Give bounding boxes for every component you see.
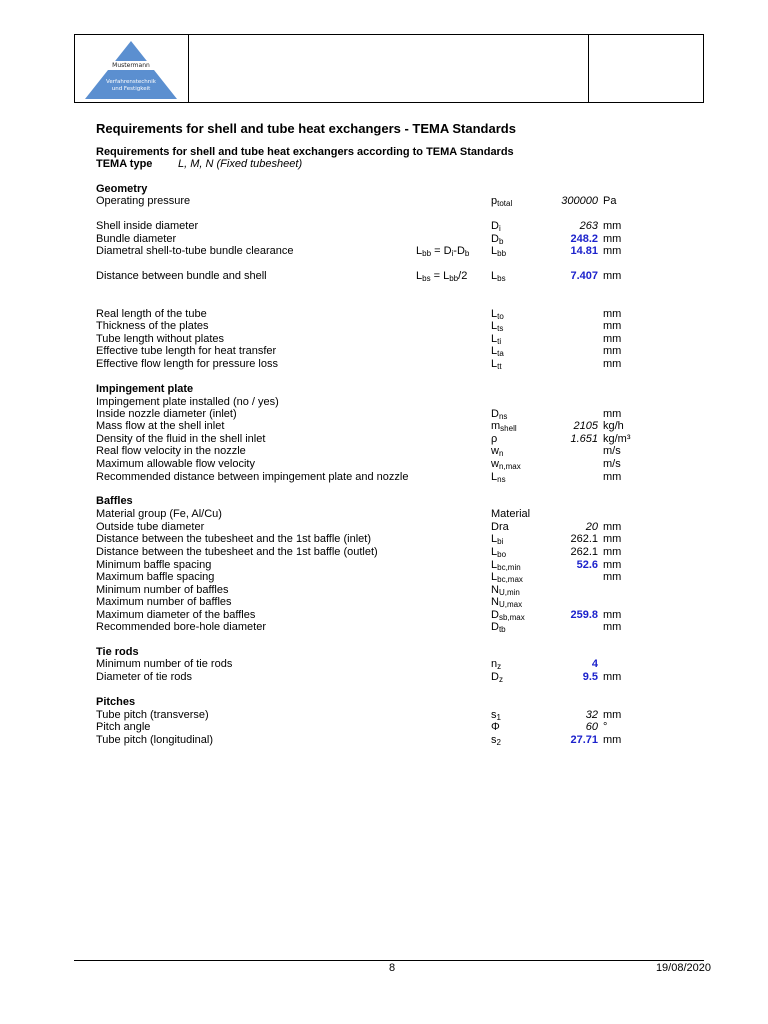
row-symbol: Material <box>491 508 531 520</box>
row-value: 300000 <box>561 195 598 207</box>
row-symbol: $L_{bo}$ <box>491 546 507 559</box>
header-info-cell <box>589 35 703 102</box>
row-unit: mm <box>603 333 622 345</box>
row-symbol: $L_{bc,max}$ <box>491 571 523 584</box>
row-symbol: $L_{bb}$ <box>491 245 507 258</box>
footer-date: 19/08/2020 <box>655 962 711 974</box>
row-operating-pressure <box>0 195 768 208</box>
row-unit: kg/h <box>603 420 624 432</box>
row-effective-flow-length <box>0 358 768 371</box>
row-label: Diameter of tie rods <box>96 671 192 683</box>
row-bundle-shell-distance <box>0 270 768 283</box>
row-unit: m/s <box>603 445 621 457</box>
row-label: Maximum allowable flow velocity <box>96 458 255 470</box>
row-symbol: $n_z$ <box>491 658 502 671</box>
row-label: Material group (Fe, Al/Cu) <box>96 508 222 520</box>
row-label: Diametral shell-to-tube bundle clearance <box>96 245 294 257</box>
row-value: 7.407 <box>570 270 598 282</box>
document-header <box>74 34 704 103</box>
row-unit: mm <box>603 671 622 683</box>
row-unit: mm <box>603 220 622 232</box>
row-symbol: $L_{ta}$ <box>491 345 504 358</box>
row-value: 9.5 <box>582 671 598 683</box>
row-value: 32 <box>585 709 598 721</box>
row-baffle-distance-outlet <box>0 546 768 559</box>
row-label: Recommended bore-hole diameter <box>96 621 266 633</box>
row-symbol: $p_{total}$ <box>491 195 513 208</box>
row-diametral-clearance <box>0 245 768 258</box>
row-symbol: $m_{shell}$ <box>491 420 517 433</box>
row-mass-flow <box>0 420 768 433</box>
row-value: 4 <box>591 658 598 670</box>
row-baffle-distance-inlet <box>0 533 768 546</box>
row-label: Effective flow length for pressure loss <box>96 358 278 370</box>
row-label: Impingement plate installed (no / yes) <box>96 396 279 408</box>
row-max-baffle-spacing <box>0 571 768 584</box>
row-value: 259.8 <box>570 609 598 621</box>
row-label: Recommended distance between impingement plate and nozzle <box>96 471 409 483</box>
tema-type-value: L, M, N (Fixed tubesheet) <box>178 158 303 170</box>
row-symbol: Φ <box>491 721 500 733</box>
row-max-baffles <box>0 596 768 609</box>
row-label: Thickness of the plates <box>96 320 209 332</box>
row-label: Outside tube diameter <box>96 521 205 533</box>
row-symbol: $D_{sb,max}$ <box>491 609 525 622</box>
row-label: Distance between the tubesheet and the 1st baffle (inlet) <box>96 533 371 545</box>
row-effective-tube-length <box>0 345 768 358</box>
row-unit: mm <box>603 245 622 257</box>
row-value: 248.2 <box>570 233 598 245</box>
row-value: 52.6 <box>576 559 598 571</box>
row-symbol: $w_{n,max}$ <box>491 458 521 471</box>
footer-divider <box>74 960 704 961</box>
row-symbol: $D_b$ <box>491 233 504 246</box>
logo-tagline-1: Verfahrenstechnik <box>106 79 156 85</box>
row-label: Minimum number of tie rods <box>96 658 233 670</box>
row-unit: mm <box>603 345 622 357</box>
row-value: 1.651 <box>570 433 598 445</box>
row-label: Tube pitch (longitudinal) <box>96 734 213 746</box>
row-symbol: $D_z$ <box>491 671 503 684</box>
row-unit: m/s <box>603 458 621 470</box>
document-title: Requirements for shell and tube heat exchangers - TEMA Standards <box>96 121 516 136</box>
row-label: Maximum baffle spacing <box>96 571 215 583</box>
row-unit: kg/m³ <box>603 433 631 445</box>
row-symbol: $L_{bs}$ <box>491 270 506 283</box>
row-label: Minimum number of baffles <box>96 584 229 596</box>
row-label: Operating pressure <box>96 195 191 207</box>
row-symbol: ρ <box>491 433 498 445</box>
row-material-group <box>0 508 768 521</box>
section-tie-rods: Tie rods <box>96 646 139 658</box>
row-nozzle-flow-velocity <box>0 445 768 458</box>
row-value: 14.81 <box>570 245 598 257</box>
row-unit: mm <box>603 521 622 533</box>
row-symbol: $L_{bi}$ <box>491 533 504 546</box>
row-unit: mm <box>603 408 622 420</box>
row-label: Pitch angle <box>96 721 151 733</box>
row-symbol: $L_{ns}$ <box>491 471 506 484</box>
row-bore-hole-diameter <box>0 621 768 634</box>
section-geometry: Geometry <box>96 183 148 195</box>
row-unit: mm <box>603 270 622 282</box>
row-label: Distance between bundle and shell <box>96 270 267 282</box>
row-unit: mm <box>603 533 622 545</box>
row-label: Distance between the tubesheet and the 1st baffle (outlet) <box>96 546 378 558</box>
header-title-cell <box>189 35 589 102</box>
row-symbol: $w_n$ <box>491 445 504 458</box>
row-symbol: $L_{bc,min}$ <box>491 559 521 572</box>
row-unit: mm <box>603 734 622 746</box>
row-unit: mm <box>603 320 622 332</box>
logo-tagline-2: und Festigkeit <box>111 86 151 92</box>
row-formula: $L_{bs} = L_{bb}/2$ <box>416 270 468 283</box>
row-unit: Pa <box>603 195 617 207</box>
row-label: Density of the fluid in the shell inlet <box>96 433 266 445</box>
section-impingement-plate: Impingement plate <box>96 383 194 395</box>
row-symbol: $D_{ns}$ <box>491 408 508 421</box>
row-tie-rod-diameter <box>0 671 768 684</box>
row-label: Effective tube length for heat transfer <box>96 345 277 357</box>
row-symbol: $N_{U,min}$ <box>491 584 520 597</box>
row-label: Tube pitch (transverse) <box>96 709 209 721</box>
row-pitch-angle <box>0 721 768 734</box>
row-unit: mm <box>603 621 622 633</box>
row-symbol: $L_{ti}$ <box>491 333 502 346</box>
row-symbol: $L_{to}$ <box>491 308 504 321</box>
row-unit: mm <box>603 559 622 571</box>
row-value: 263 <box>579 220 598 232</box>
row-unit: mm <box>603 471 622 483</box>
row-symbol: $s_2$ <box>491 734 501 747</box>
row-symbol: $N_{U,max}$ <box>491 596 523 609</box>
row-tube-pitch-longitudinal <box>0 734 768 747</box>
row-unit: mm <box>603 571 622 583</box>
row-value: 262.1 <box>570 546 598 558</box>
section-baffles: Baffles <box>96 495 133 507</box>
row-recommended-distance <box>0 471 768 484</box>
row-unit: ° <box>603 721 608 733</box>
row-min-tie-rods <box>0 658 768 671</box>
row-label: Real length of the tube <box>96 308 207 320</box>
row-unit: mm <box>603 609 622 621</box>
row-unit: mm <box>603 308 622 320</box>
row-label: Real flow velocity in the nozzle <box>96 445 246 457</box>
row-label: Maximum number of baffles <box>96 596 232 608</box>
row-label: Bundle diameter <box>96 233 177 245</box>
tema-type-label: TEMA type <box>96 158 153 170</box>
row-value: 262.1 <box>570 533 598 545</box>
row-label: Shell inside diameter <box>96 220 199 232</box>
row-shell-inside-diameter <box>0 220 768 233</box>
row-unit: mm <box>603 233 622 245</box>
row-value: 60 <box>585 721 598 733</box>
row-symbol: $D_{tb}$ <box>491 621 506 634</box>
row-plate-thickness <box>0 320 768 333</box>
section-pitches: Pitches <box>96 696 136 708</box>
page-number: 8 <box>388 962 396 974</box>
row-value: 2105 <box>573 420 598 432</box>
row-label: Minimum baffle spacing <box>96 559 212 571</box>
row-unit: mm <box>603 358 622 370</box>
row-value: 20 <box>585 521 598 533</box>
row-unit: mm <box>603 546 622 558</box>
document-subtitle: Requirements for shell and tube heat exchangers according to TEMA Standards <box>96 146 514 158</box>
row-label: Inside nozzle diameter (inlet) <box>96 408 237 420</box>
row-label: Mass flow at the shell inlet <box>96 420 225 432</box>
row-symbol: $D_i$ <box>491 220 501 233</box>
row-label: Maximum diameter of the baffles <box>96 609 256 621</box>
row-symbol: Dra <box>491 521 509 533</box>
row-formula: $L_{bb} = D_i-D_b$ <box>416 245 470 258</box>
row-symbol: $s_1$ <box>491 709 501 722</box>
logo-name: Mustermann <box>112 62 150 69</box>
row-symbol: $L_{tt}$ <box>491 358 502 371</box>
row-max-flow-velocity <box>0 458 768 471</box>
row-label: Tube length without plates <box>96 333 225 345</box>
row-value: 27.71 <box>570 734 598 746</box>
logo-cell <box>75 35 189 102</box>
row-unit: mm <box>603 709 622 721</box>
row-symbol: $L_{ts}$ <box>491 320 504 333</box>
